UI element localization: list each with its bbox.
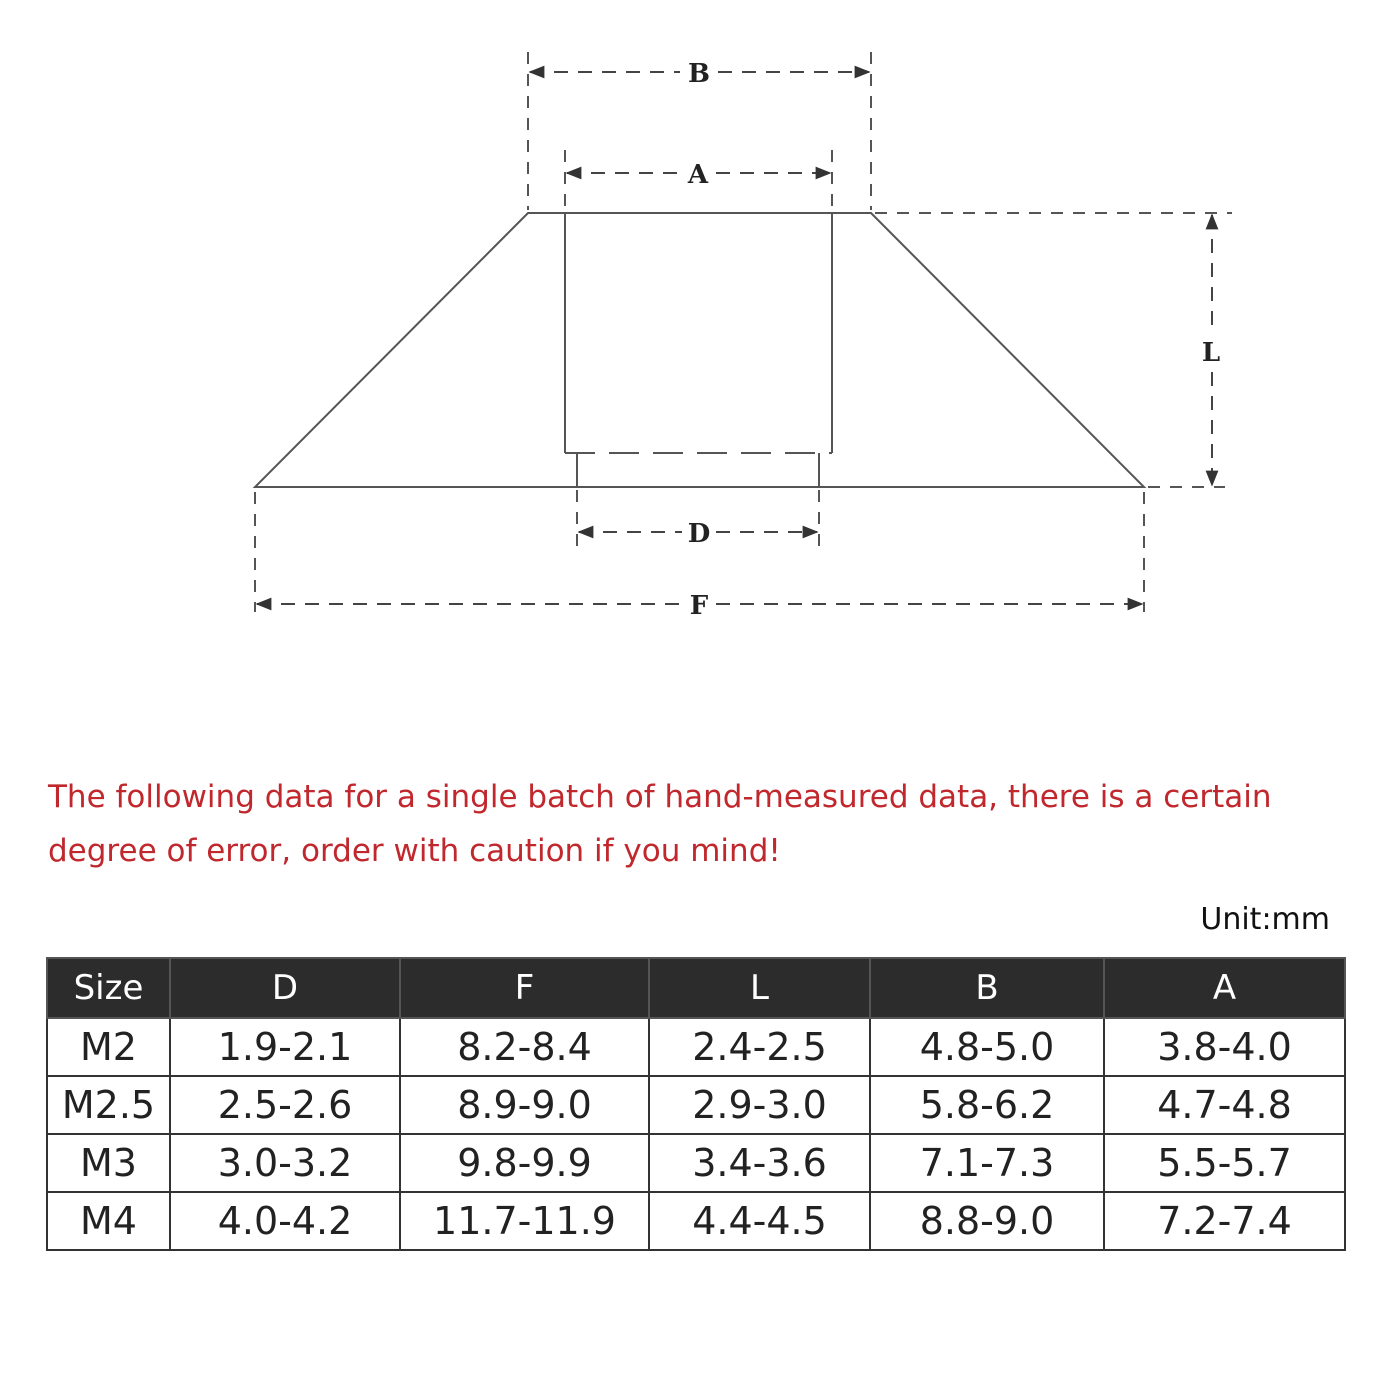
- cell-l: 2.4-2.5: [649, 1018, 870, 1076]
- cell-size: M3: [47, 1134, 170, 1192]
- cell-l: 2.9-3.0: [649, 1076, 870, 1134]
- dimension-label-d: D: [687, 519, 711, 549]
- column-header-d: D: [170, 958, 400, 1018]
- dimension-label-f: F: [689, 591, 709, 621]
- dimension-label-l: L: [1201, 338, 1221, 368]
- table-row: [47, 1018, 1345, 1076]
- column-header-a: A: [1104, 958, 1345, 1018]
- cell-a: 7.2-7.4: [1104, 1192, 1345, 1250]
- cell-size: M2.5: [47, 1076, 170, 1134]
- cell-d: 1.9-2.1: [170, 1018, 400, 1076]
- cell-b: 8.8-9.0: [870, 1192, 1104, 1250]
- table-row: [47, 1192, 1345, 1250]
- dimension-label-a: A: [687, 160, 709, 190]
- table-row: [47, 1134, 1345, 1192]
- cell-a: 4.7-4.8: [1104, 1076, 1345, 1134]
- cell-l: 4.4-4.5: [649, 1192, 870, 1250]
- cell-f: 11.7-11.9: [400, 1192, 649, 1250]
- washer-outline: [255, 213, 1144, 487]
- cell-f: 8.2-8.4: [400, 1018, 649, 1076]
- cell-l: 3.4-3.6: [649, 1134, 870, 1192]
- table-row: [47, 1076, 1345, 1134]
- cell-a: 3.8-4.0: [1104, 1018, 1345, 1076]
- cell-d: 3.0-3.2: [170, 1134, 400, 1192]
- cell-b: 4.8-5.0: [870, 1018, 1104, 1076]
- dimension-label-b: B: [688, 59, 710, 89]
- through-hole: [577, 453, 819, 487]
- cell-f: 8.9-9.0: [400, 1076, 649, 1134]
- counterbore-outline: [565, 213, 832, 453]
- cell-d: 2.5-2.6: [170, 1076, 400, 1134]
- cell-d: 4.0-4.2: [170, 1192, 400, 1250]
- measurement-disclaimer: The following data for a single batch of hand-measured data, there is a certain degree of error, order with caution if you mind!: [48, 779, 1272, 869]
- column-header-size: Size: [47, 958, 170, 1018]
- column-header-l: L: [649, 958, 870, 1018]
- cell-size: M2: [47, 1018, 170, 1076]
- countersunk-washer-diagram: [0, 0, 1400, 660]
- cell-f: 9.8-9.9: [400, 1134, 649, 1192]
- cell-b: 7.1-7.3: [870, 1134, 1104, 1192]
- cell-size: M4: [47, 1192, 170, 1250]
- cell-a: 5.5-5.7: [1104, 1134, 1345, 1192]
- table-header-row: [47, 958, 1345, 1018]
- column-header-f: F: [400, 958, 649, 1018]
- column-header-b: B: [870, 958, 1104, 1018]
- unit-label: Unit:mm: [1200, 902, 1330, 937]
- size-spec-table: [46, 957, 1346, 1251]
- cell-b: 5.8-6.2: [870, 1076, 1104, 1134]
